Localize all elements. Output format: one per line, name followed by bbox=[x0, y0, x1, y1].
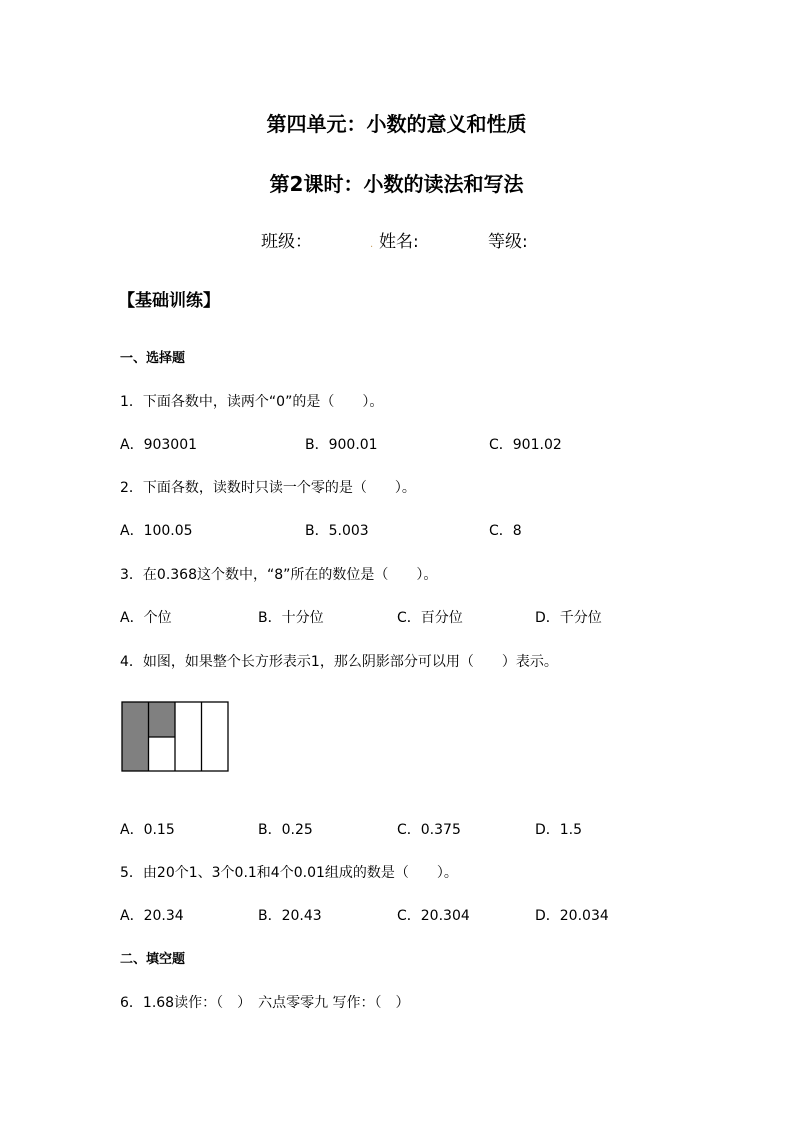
grade-label: 等级: bbox=[488, 232, 528, 252]
question-2: 2．下面各数，读数时只读一个零的是（ ）。 bbox=[120, 480, 416, 496]
option: D．1.5 bbox=[535, 822, 583, 838]
dot-mark: . bbox=[370, 239, 374, 250]
option: B．20.43 bbox=[258, 908, 322, 924]
option: C．8 bbox=[489, 523, 522, 539]
section-heading: 【基础训练】 bbox=[118, 291, 220, 311]
page-title: 第四单元：小数的意义和性质 bbox=[266, 112, 527, 136]
question-1: 1．下面各数中，读两个“0”的是（ ）。 bbox=[120, 394, 384, 410]
rectangle-figure bbox=[121, 701, 230, 773]
question-3: 3．在0.368这个数中，“8”所在的数位是（ ）。 bbox=[120, 567, 438, 583]
option: C．0.375 bbox=[397, 822, 461, 838]
lesson-title: 第2课时：小数的读法和写法 bbox=[269, 172, 524, 196]
part2-heading: 二、填空题 bbox=[120, 952, 186, 967]
option: B．5.003 bbox=[305, 523, 369, 539]
option: A．903001 bbox=[120, 437, 198, 453]
option: A．0.15 bbox=[120, 822, 175, 838]
part1-heading: 一、选择题 bbox=[120, 351, 186, 366]
option: D．20.034 bbox=[535, 908, 609, 924]
class-label: 班级： bbox=[261, 232, 312, 252]
question-6: 6．1.68读作：（ ） 六点零零九 写作：（ ） bbox=[120, 995, 410, 1011]
option: A．个位 bbox=[120, 610, 172, 626]
option: A．20.34 bbox=[120, 908, 184, 924]
shaded-half-column bbox=[149, 702, 176, 737]
option: D．千分位 bbox=[535, 610, 602, 626]
option: C．20.304 bbox=[397, 908, 470, 924]
question-4: 4．如图，如果整个长方形表示1，那么阴影部分可以用（ ）表示。 bbox=[120, 654, 558, 670]
shaded-column bbox=[122, 702, 149, 771]
option: A．100.05 bbox=[120, 523, 193, 539]
option: C．百分位 bbox=[397, 610, 463, 626]
option: B．0.25 bbox=[258, 822, 313, 838]
option: B．900.01 bbox=[305, 437, 378, 453]
option: C．901.02 bbox=[489, 437, 562, 453]
question-5: 5．由20个1、3个0.1和4个0.01组成的数是（ ）。 bbox=[120, 865, 458, 881]
option: B．十分位 bbox=[258, 610, 324, 626]
name-label: 姓名: bbox=[379, 232, 419, 252]
